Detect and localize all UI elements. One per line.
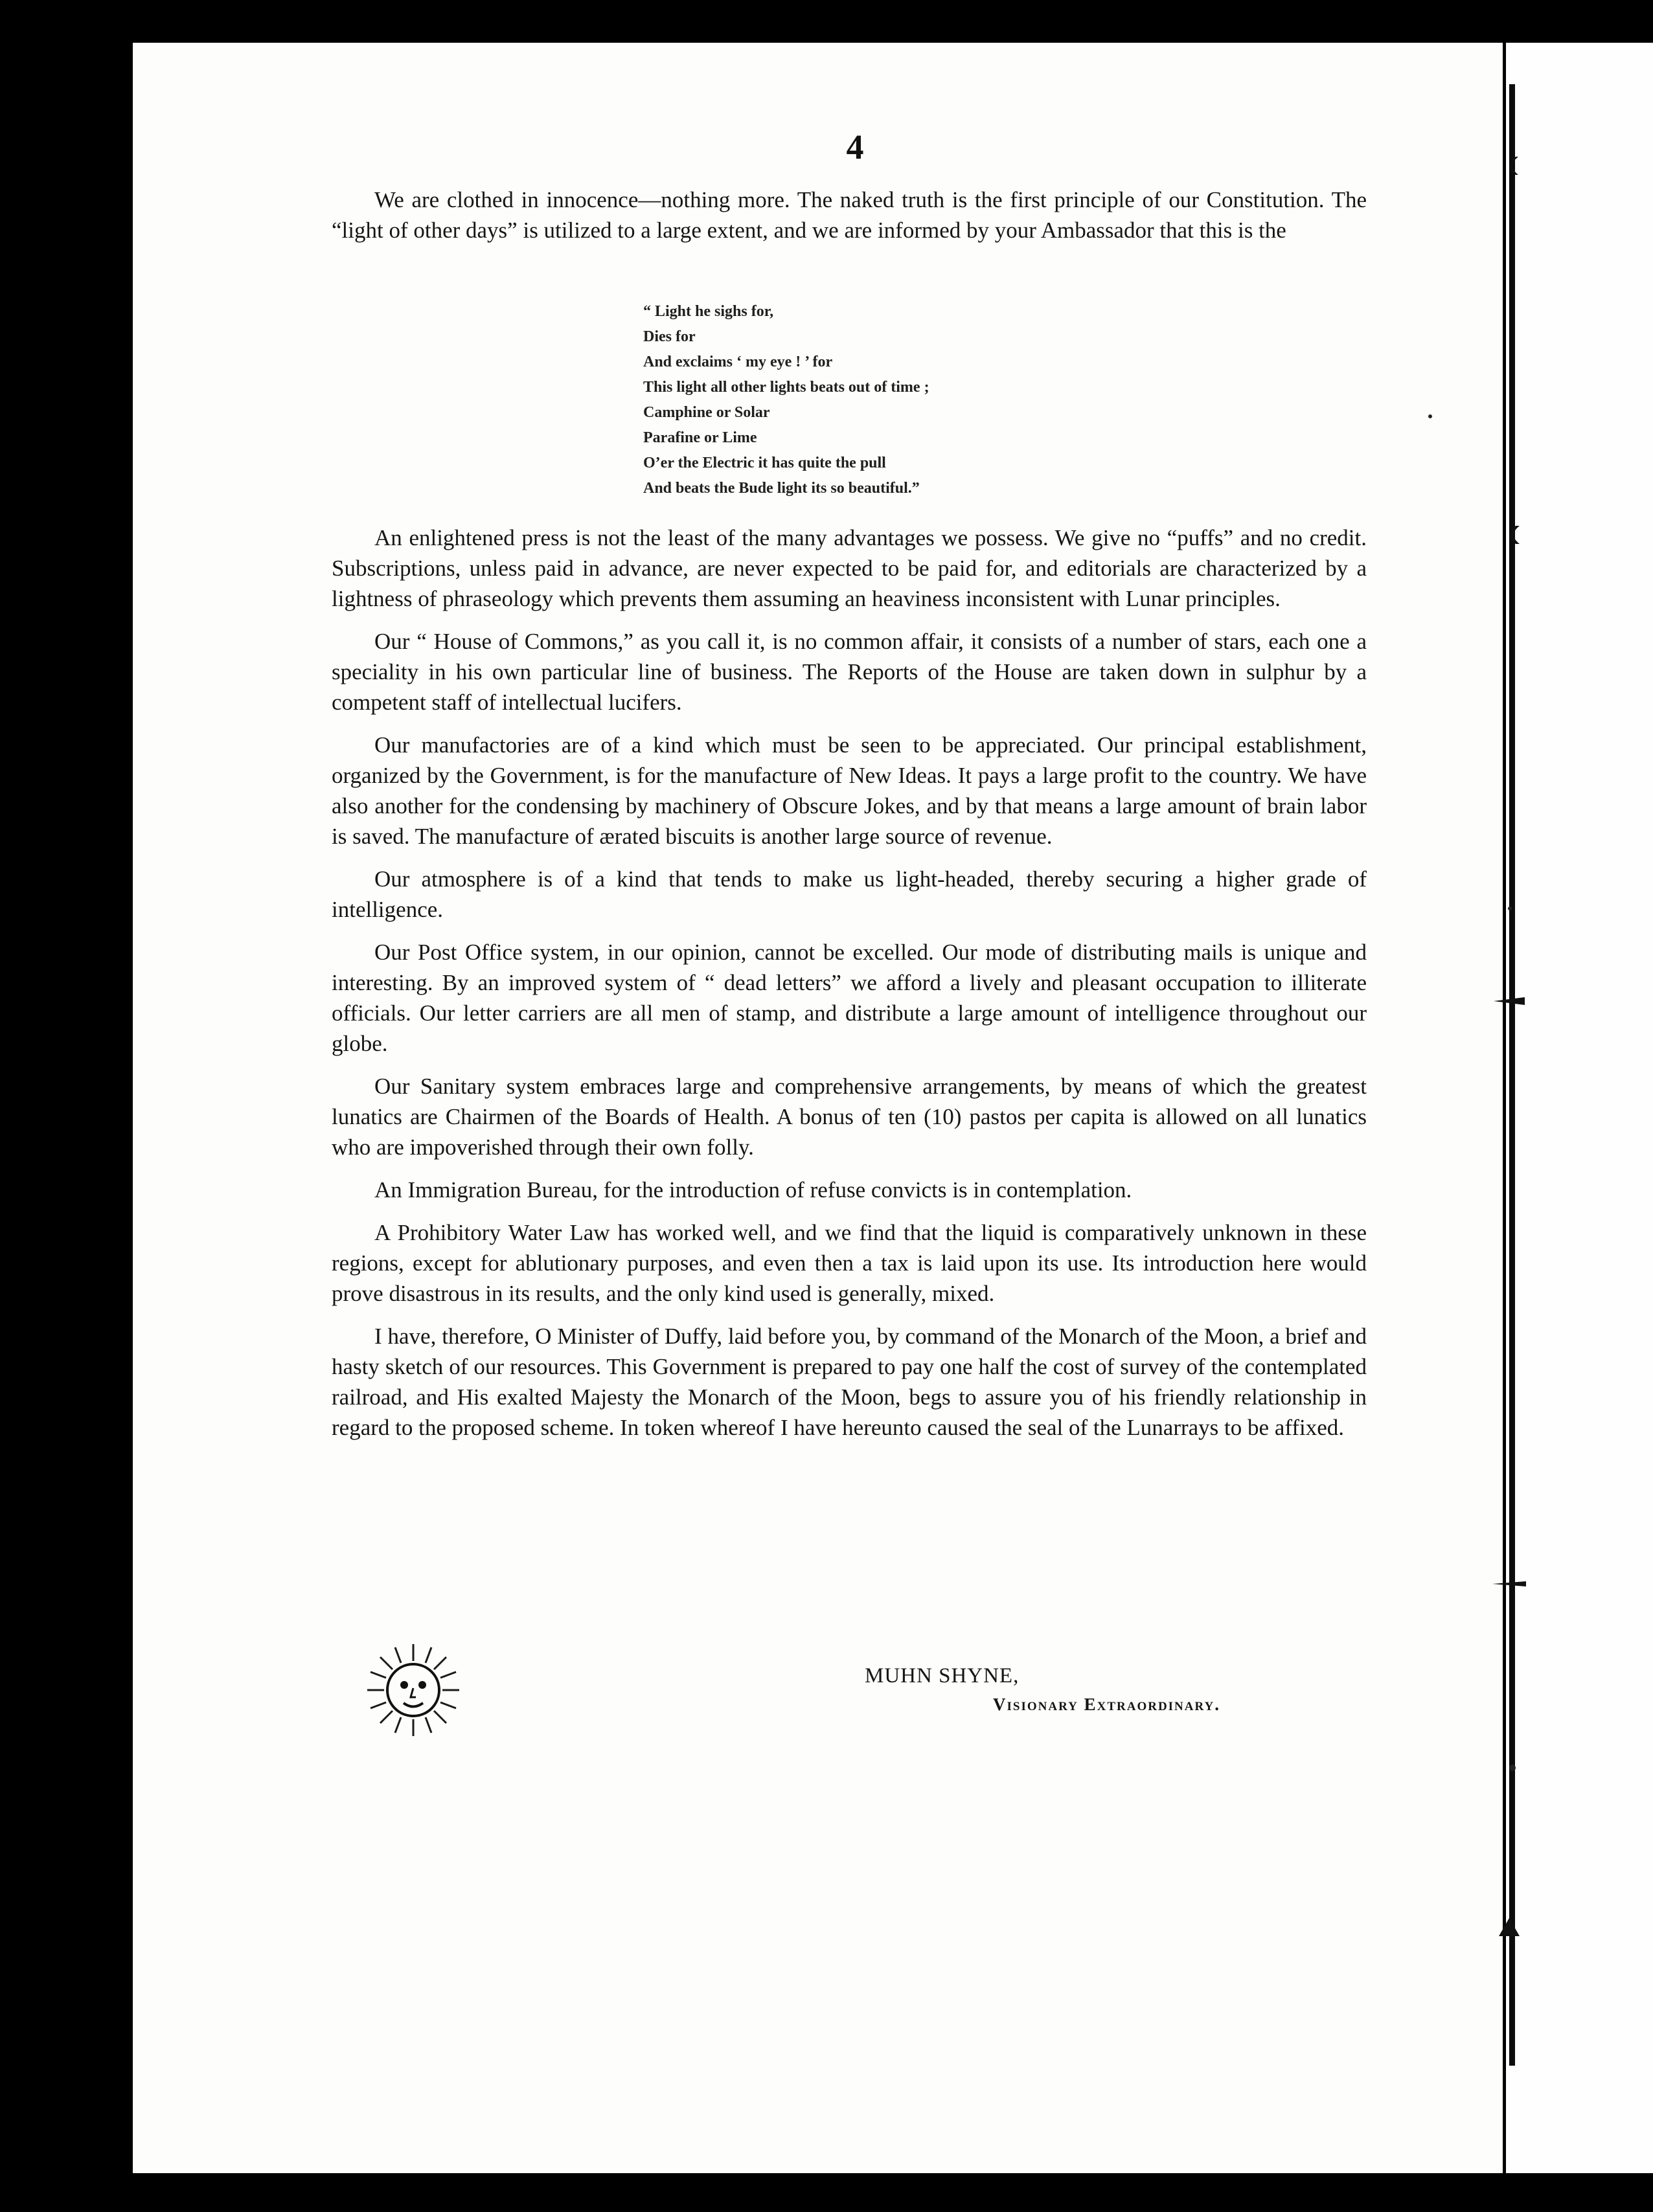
sun-face-seal-icon	[365, 1642, 462, 1739]
verse-line: And exclaims ‘ my eye ! ’ for	[643, 354, 833, 370]
ink-speck	[1428, 414, 1432, 418]
paragraph-immigration: An Immigration Bureau, for the introduction of refuse convicts is in contemplation.	[374, 1177, 1132, 1202]
ink-speck	[1508, 907, 1512, 910]
binding-tick-mark	[1490, 1917, 1529, 1937]
paragraph-house-of-commons: Our “ House of Commons,” as you call it, is no common affair, it consists of a number of stars, each one a speciality in his own particular line of business. The Reports of the House are taken down in sulphur by a competent staff of intellectual lucifers.	[332, 629, 1367, 715]
opening-paragraph-block	[332, 185, 1367, 258]
verse-line: This light all other lights beats out of time ;	[643, 379, 929, 396]
binding-tick-mark	[1490, 991, 1529, 1011]
body-text	[332, 523, 1367, 1455]
verse-quotation	[643, 299, 1097, 501]
verse-line: Dies for	[643, 328, 696, 345]
paragraph-manufactories: Our manufactories are of a kind which must be seen to be appreciated. Our principal establishment, organized by the Government, is for the manufacture of New Ideas. It pays a large profit to the country. We have also another for the condensing by machinery of Obscure Jokes, and by that means a large amount of brain labor is saved. The manufacture of ærated biscuits is another large source of revenue.	[332, 732, 1367, 849]
binding-tick-mark	[1490, 155, 1529, 176]
verse-line: “ Light he sighs for,	[643, 303, 774, 320]
verse-line: O’er the Electric it has quite the pull	[643, 455, 886, 471]
verse-line: Camphine or Solar	[643, 404, 770, 421]
binding-tick-mark	[1490, 525, 1529, 545]
signature-title: Visionary Extraordinary.	[993, 1695, 1221, 1714]
adjacent-page-edge	[1506, 43, 1653, 2173]
paragraph-water-law: A Prohibitory Water Law has worked well, and we find that the liquid is comparatively unknown in these regions, except for ablutionary purposes, and even then a tax is laid upon its use. Its introduction here would prove disastrous in its results, and the only kind used is generally, mixed.	[332, 1220, 1367, 1306]
signature-name: MUHN SHYNE,	[865, 1664, 1020, 1687]
paragraph-press: An enlightened press is not the least of the many advantages we possess. We give no “puffs” and no credit. Subscriptions, unless paid in advance, are never expected to be paid for, and editorials are characterized by a lightness of phraseology which prevents them assuming an heaviness inconsistent with Lunar principles.	[332, 525, 1367, 611]
paragraph-closing: I have, therefore, O Minister of Duffy, laid before you, by command of the Monarch of the Moon, a brief and hasty sketch of our resources. This Government is prepared to pay one half the cost of survey of the contemplated railroad, and His exalted Majesty the Monarch of the Moon, begs to assure you of his friendly relationship in regard to the proposed scheme. In token whereof I have hereunto caused the seal of the Lunarrays to be affixed.	[332, 1324, 1367, 1440]
binding-tick-mark	[1490, 1574, 1529, 1594]
paragraph-post-office: Our Post Office system, in our opinion, cannot be excelled. Our mode of distributing mails is unique and interesting. By an improved system of “ dead letters” we afford a lively and pleasant occupation to illiterate officials. Our letter carriers are all men of stamp, and distribute a large amount of intelligence throughout our globe.	[332, 940, 1367, 1056]
ink-speck	[1509, 1765, 1516, 1771]
paragraph: We are clothed in innocence—nothing more. The naked truth is the first principle of our Constitution. The “light of other days” is utilized to a large extent, and we are informed by your Ambassador that this is the	[332, 187, 1367, 243]
verse-line: And beats the Bude light its so beautiful.”	[643, 480, 920, 497]
paragraph-sanitary: Our Sanitary system embraces large and comprehensive arrangements, by means of which the greatest lunatics are Chairmen of the Boards of Health. A bonus of ten (10) pastos per capita is allowed on all lunatics who are impoverished through their own folly.	[332, 1074, 1367, 1160]
verse-line: Parafine or Lime	[643, 429, 757, 446]
page-number: 4	[846, 128, 864, 166]
paragraph-atmosphere: Our atmosphere is of a kind that tends to make us light-headed, thereby securing a higher grade of intelligence.	[332, 866, 1367, 922]
